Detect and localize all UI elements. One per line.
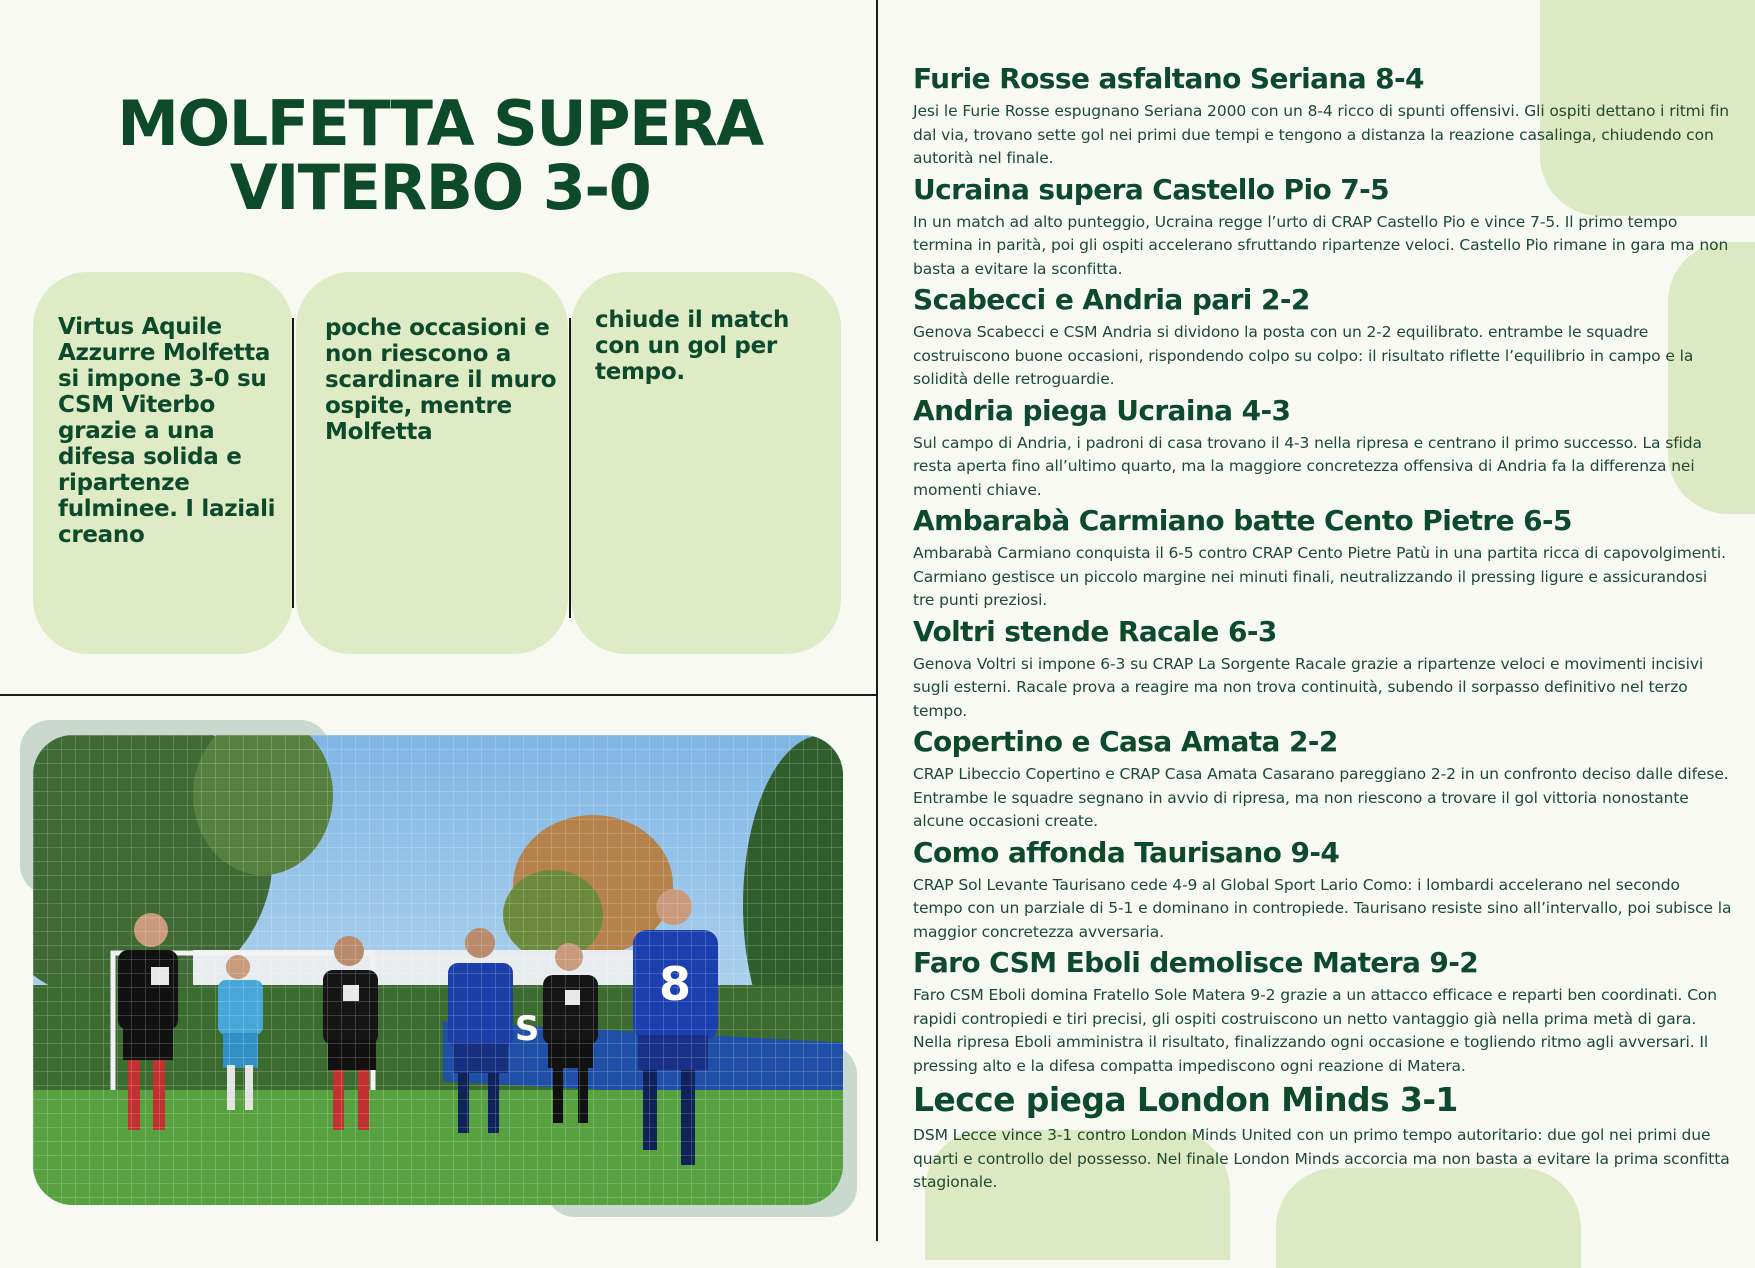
article-5 (913, 502, 1733, 613)
article-headline: Andria piega Ucraina 4-3 (913, 393, 1291, 427)
article-10 (913, 1078, 1733, 1195)
column-text-2: poche occasioni e non riescono a scardinare il muro ospite, mentre Molfetta (325, 315, 557, 445)
column-separator-1 (292, 318, 294, 608)
column-text-3: chiude il match con un gol per tempo. (595, 307, 790, 385)
article-headline: Faro CSM Eboli demolisce Matera 9-2 (913, 946, 1479, 979)
article-9 (913, 944, 1733, 1078)
column-separator-2 (569, 318, 571, 618)
article-2 (913, 171, 1733, 282)
article-6 (913, 613, 1733, 724)
article-body: Jesi le Furie Rosse espugnano Seriana 2000 con un 8-4 ricco di spunti offensivi. Gli ospiti dettano i ritmi fin dal via, trovano sette gol nei primi due tempi e tengono a distanza la reazione casalinga, chiudendo con autorità nel finale. (913, 102, 1729, 167)
article-body: Sul campo di Andria, i padroni di casa trovano il 4-3 nella ripresa e centrano il primo successo. La sfida resta aperta fino all’ultimo quarto, ma la maggiore concretezza offensiva di Andria fa la differenza nei momenti chiave. (913, 433, 1702, 499)
article-body: DSM Lecce vince 3-1 contro London Minds United con un primo tempo autoritario: due gol nei primi due quarti e controllo del possesso. Nel finale London Minds accorcia ma non basta a evitare la prima sconfitta stagionale. (913, 1126, 1730, 1191)
article-body: Genova Voltri si impone 6-3 su CRAP La Sorgente Racale grazie a ripartenze veloci e movimenti incisivi sugli esterni. Racale prova a reagire ma non trova continuità, subendo il sorpasso definitivo nel terzo tempo. (913, 654, 1704, 720)
article-body: Faro CSM Eboli domina Fratello Sole Matera 9-2 grazie a un attacco efficace e reparti ben coordinati. Con rapidi contropiedi e tiri precisi, gli ospiti costruiscono un netto vantaggio già nella prima metà di gara. Nella ripresa Eboli amministra il risultato, finalizzando ogni occasione e togliendo ritmo agli avversari. Il pressing alto e la difesa compatta impediscono ogni reazione di Matera. (913, 986, 1718, 1075)
article-headline: Ucraina supera Castello Pio 7-5 (913, 172, 1390, 206)
football-match-photo-icon (33, 735, 843, 1205)
news-column (913, 60, 1733, 1195)
column-text-1: Virtus Aquile Azzurre Molfetta si impone 3-0 su CSM Viterbo grazie a una difesa solida e ripartenze fulminee. I laziali creano (58, 314, 276, 548)
vertical-divider (876, 0, 878, 1241)
article-headline: Lecce piega London Minds 3-1 (913, 1080, 1458, 1119)
article-body: Genova Scabecci e CSM Andria si dividono la posta con un 2-2 equilibrato. entrambe le squadre costruiscono buone occasioni, rispondendo colpo su colpo: il risultato riflette l’equilibrio in campo e la solidità delle retroguardie. (913, 323, 1694, 388)
main-title-line-1: MOLFETTA SUPERA (117, 87, 763, 160)
article-3 (913, 281, 1733, 392)
article-headline: Scabecci e Andria pari 2-2 (913, 283, 1310, 316)
article-body: CRAP Sol Levante Taurisano cede 4-9 al Global Sport Lario Como: i lombardi accelerano nel secondo tempo con un parziale di 5-1 e dominano in contropiede. Taurisano resiste sino all’intervallo, poi subisce la maggior concretezza avversaria. (913, 875, 1732, 941)
horizontal-divider (0, 694, 876, 696)
article-headline: Furie Rosse asfaltano Seriana 8-4 (913, 62, 1424, 95)
text-column-2 (296, 272, 568, 654)
article-4 (913, 392, 1733, 503)
main-title-line-2: VITERBO 3-0 (229, 151, 651, 224)
match-photo (33, 735, 843, 1205)
article-1 (913, 60, 1733, 171)
article-8 (913, 834, 1733, 945)
article-headline: Voltri stende Racale 6-3 (913, 614, 1277, 648)
article-body: In un match ad alto punteggio, Ucraina regge l’urto di CRAP Castello Pio e vince 7-5. Il primo tempo termina in parità, poi gli ospiti accelerano sfruttando ripartenze veloci. Castello Pio rimane in gara ma non basta a evitare la sconfitta. (913, 212, 1729, 278)
article-headline: Ambarabà Carmiano batte Cento Pietre 6-5 (913, 504, 1572, 537)
article-body: CRAP Libeccio Copertino e CRAP Casa Amata Casarano pareggiano 2-2 in un confronto deciso dalle difese. Entrambe le squadre segnano in avvio di ripresa, ma non riescono a trovare il gol vittoria nonostante alcune occasioni create. (913, 765, 1729, 830)
main-title (40, 87, 840, 224)
article-7 (913, 723, 1733, 834)
text-column-1 (33, 272, 293, 654)
article-headline: Copertino e Casa Amata 2-2 (913, 725, 1338, 758)
article-body: Ambarabà Carmiano conquista il 6-5 contro CRAP Cento Pietre Patù in una partita ricca di capovolgimenti. Carmiano gestisce un piccolo margine nei minuti finali, neutralizzando il pressing ligure e assicurandosi tre punti preziosi. (913, 544, 1726, 609)
article-headline: Como affonda Taurisano 9-4 (913, 835, 1340, 869)
text-column-3 (571, 272, 841, 654)
